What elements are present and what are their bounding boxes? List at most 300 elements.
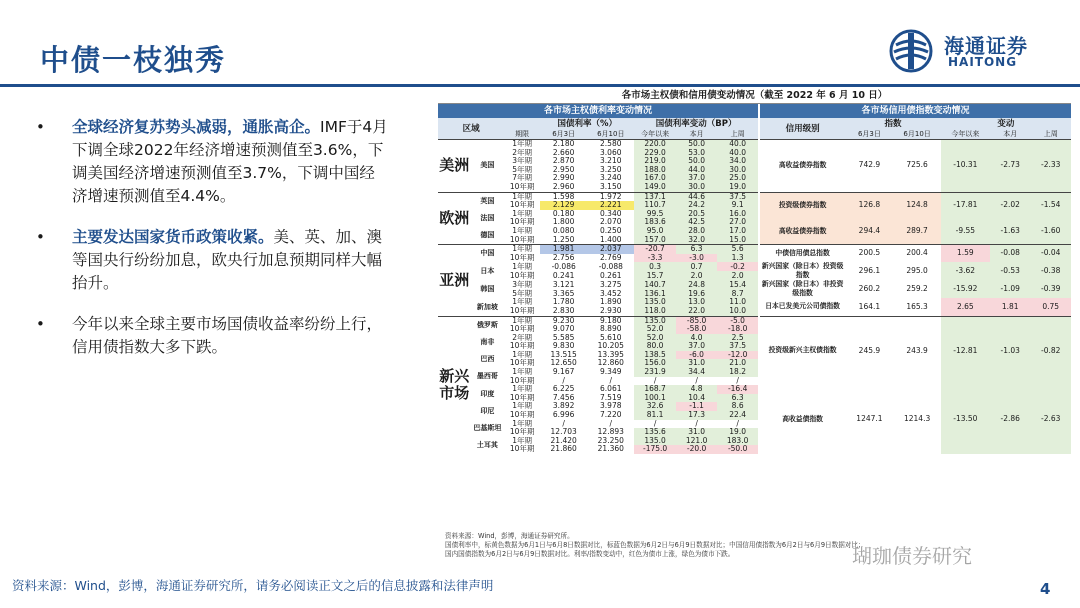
bp-change-cell: 167.0 xyxy=(634,174,676,183)
yield-cell: 0.340 xyxy=(600,209,622,218)
data-table xyxy=(438,104,1071,454)
bp-change-cell: 15.4 xyxy=(717,280,759,289)
yield-cell: 9.167 xyxy=(552,368,575,377)
table-notes xyxy=(445,532,1071,559)
yield-cell: 3.121 xyxy=(552,280,575,289)
yield-cell: 2.950 xyxy=(552,165,575,174)
bp-change-cell: 2.5 xyxy=(717,334,759,343)
yield-cell: 2.660 xyxy=(552,148,575,157)
bp-change-cell: 31.0 xyxy=(676,359,718,368)
bp-change-cell: 80.0 xyxy=(634,342,676,351)
term-cell: 1年期 xyxy=(512,419,533,428)
yield-cell: 1.981 xyxy=(540,245,587,254)
yield-cell: 3.365 xyxy=(552,289,575,298)
index-value: 260.2 xyxy=(858,284,881,294)
bp-change-cell: -20.0 xyxy=(676,445,718,454)
country-name: 英国 xyxy=(480,196,495,205)
bp-change-cell: 100.1 xyxy=(634,394,676,403)
yield-cell: 9.070 xyxy=(552,325,575,334)
index-change-cell: -0.04 xyxy=(1030,245,1071,263)
bp-change-cell: 231.9 xyxy=(634,368,676,377)
yield-cell: 9.230 xyxy=(552,316,575,325)
rating-name: 高收益债指数 xyxy=(759,385,845,454)
yield-cell: 8.890 xyxy=(600,325,622,334)
bullet-item: • 全球经济复苏势头减弱，通胀高企。IMF于4月下调全球2022年经济增速预测值至3.6%，下调美国经济增速预测值至3.7%，下调中国经济增速预测值至4.4%。 xyxy=(36,118,388,205)
country-name: 日本 xyxy=(480,267,495,276)
rating-name: 高收益债券指数 xyxy=(759,218,845,244)
table-row xyxy=(438,280,1071,289)
rating-name: 投资级新兴主权债指数 xyxy=(759,316,845,385)
yield-cell: 6.225 xyxy=(552,385,575,394)
index-value: 126.8 xyxy=(845,192,893,218)
yield-cell: 12.650 xyxy=(550,359,577,368)
yield-cell: 2.990 xyxy=(552,174,575,183)
yield-cell: 1.250 xyxy=(552,235,575,244)
yield-cell: 0.241 xyxy=(552,271,575,280)
right-section-header: 各市场信用债指数变动情况 xyxy=(759,104,1071,118)
country-name: 美国 xyxy=(480,161,495,170)
yield-cell: 0.250 xyxy=(600,226,622,235)
yield-cell: 2.129 xyxy=(540,201,587,210)
term-cell: 1年期 xyxy=(512,385,533,394)
yield-cell: 13.515 xyxy=(550,350,577,359)
term-cell: 10年期 xyxy=(509,253,535,262)
bullet-list xyxy=(30,116,390,377)
yield-cell: / xyxy=(609,419,613,428)
term-cell: 1年期 xyxy=(512,226,533,235)
bp-change-cell: 135.0 xyxy=(634,298,676,307)
bp-change-cell: 99.5 xyxy=(634,210,676,219)
term-cell: 1年期 xyxy=(512,209,533,218)
yield-cell: 0.080 xyxy=(552,226,575,235)
yield-cell: 7.519 xyxy=(600,393,622,402)
bp-change-cell: 10.0 xyxy=(717,307,759,316)
term-cell: 10年期 xyxy=(509,411,535,420)
region-name: 新兴市场 xyxy=(438,316,471,454)
bp-change-cell: 156.0 xyxy=(634,359,676,368)
bp-change-cell: -50.0 xyxy=(717,445,759,454)
index-change-cell: -0.39 xyxy=(1030,280,1071,298)
bp-change-cell: 44.0 xyxy=(676,166,718,175)
table-row xyxy=(438,218,1071,227)
yield-cell: -0.088 xyxy=(598,262,623,271)
bp-change-cell: -58.0 xyxy=(676,325,718,334)
term-cell: 1年期 xyxy=(512,298,533,307)
index-change-cell: -2.02 xyxy=(990,192,1030,218)
yield-cell: 13.395 xyxy=(597,350,624,359)
col-region-header: 区域 xyxy=(438,118,504,140)
bp-change-cell: 37.5 xyxy=(717,342,759,351)
sub-idx-date2: 6月10日 xyxy=(894,130,941,140)
term-cell: 1年期 xyxy=(512,350,533,359)
bp-change-cell: 31.0 xyxy=(676,428,718,437)
bp-change-cell: 138.5 xyxy=(634,351,676,360)
term-cell: 10年期 xyxy=(509,428,535,437)
yield-cell: 2.037 xyxy=(587,245,634,254)
index-change-cell: -2.63 xyxy=(1030,385,1071,454)
bp-change-cell: 37.0 xyxy=(676,174,718,183)
index-change-cell: -2.73 xyxy=(990,140,1030,193)
bp-change-cell: 110.7 xyxy=(634,201,676,210)
index-value: 296.1 xyxy=(858,266,881,276)
yield-cell: 1.972 xyxy=(600,192,622,201)
bp-change-cell: 2.0 xyxy=(676,271,718,280)
bp-change-cell: -1.1 xyxy=(676,402,718,411)
bp-change-cell: 40.0 xyxy=(717,149,759,158)
bp-change-cell: 188.0 xyxy=(634,166,676,175)
index-change-cell: -0.08 xyxy=(990,245,1030,263)
yield-cell: 1.800 xyxy=(552,218,575,227)
bp-change-cell: 28.0 xyxy=(676,227,718,236)
index-value: 289.7 xyxy=(894,218,941,244)
bp-change-cell: -3.0 xyxy=(676,254,718,263)
bp-change-cell: 183.6 xyxy=(634,218,676,227)
bp-change-cell: -12.0 xyxy=(717,351,759,360)
yield-cell: 9.349 xyxy=(600,368,622,377)
index-change-cell: -13.50 xyxy=(941,385,990,454)
bp-change-cell: 30.0 xyxy=(717,166,759,175)
table-row xyxy=(438,298,1071,307)
note-line: 资料来源：Wind，彭博，海通证券研究所。 xyxy=(445,532,574,540)
bp-change-cell: 17.3 xyxy=(676,411,718,420)
bullet-bold: 主要发达国家货币政策收紧。 xyxy=(72,228,274,246)
yield-cell: 6.061 xyxy=(600,385,622,394)
term-cell: 5年期 xyxy=(512,289,533,298)
yield-cell: 3.150 xyxy=(600,182,622,191)
yield-cell: 3.250 xyxy=(600,165,622,174)
term-cell: 10年期 xyxy=(509,271,535,280)
rating-name: 高收益债券指数 xyxy=(759,140,845,193)
index-change-cell: -1.03 xyxy=(990,316,1030,385)
bp-change-cell: 9.1 xyxy=(717,201,759,210)
header-rule xyxy=(0,84,1080,87)
bullet-item: • 主要发达国家货币政策收紧。美、英、加、澳等国央行纷纷加息，欧央行加息预期同样大幅抬升。 xyxy=(36,228,383,292)
sub-idx-month: 本月 xyxy=(990,130,1030,140)
bp-change-cell: 15.0 xyxy=(717,236,759,245)
bp-change-cell: 16.0 xyxy=(717,210,759,219)
yield-cell: 2.180 xyxy=(552,139,575,148)
bp-change-cell: 32.0 xyxy=(676,236,718,245)
yield-cell: 21.360 xyxy=(597,445,624,454)
term-cell: 10年期 xyxy=(509,393,535,402)
bp-change-cell: 34.4 xyxy=(676,368,718,377)
yield-cell: 21.420 xyxy=(550,436,577,445)
bp-change-cell: 34.0 xyxy=(717,157,759,166)
bp-change-cell: / xyxy=(653,376,657,385)
index-change-cell: -3.62 xyxy=(941,262,990,280)
bp-change-cell: 20.5 xyxy=(676,210,718,219)
yield-cell: 2.870 xyxy=(552,157,575,166)
rating-name: 新兴国家（除日本）非投资级指数 xyxy=(759,280,845,298)
bullet-text: IMF于4月下调全球2022年经济增速预测值至3.6%，下调美国经济增速预测值至3.7%，下调中国经济增速预测值至4.4%。 xyxy=(72,118,388,205)
yield-cell: 0.261 xyxy=(600,271,622,280)
rating-name: 日本已发美元公司债指数 xyxy=(759,298,845,316)
bp-change-cell: 22.4 xyxy=(717,411,759,420)
country-name: 印尼 xyxy=(480,406,495,415)
bp-change-cell: 24.8 xyxy=(676,280,718,289)
yield-cell: 1.890 xyxy=(600,298,622,307)
bp-change-cell: 6.3 xyxy=(676,245,718,254)
term-cell: 1年期 xyxy=(512,139,533,148)
index-change-cell: -0.53 xyxy=(990,262,1030,280)
index-value: 742.9 xyxy=(858,160,881,170)
bp-change-cell: -85.0 xyxy=(676,316,718,325)
bp-change-cell: 118.0 xyxy=(634,307,676,316)
index-change-cell: -1.09 xyxy=(990,280,1030,298)
left-section-header: 各市场主权债利率变动情况 xyxy=(438,104,759,118)
index-change-cell: -0.38 xyxy=(1030,262,1071,280)
country-name: 巴西 xyxy=(480,355,495,364)
bp-change-cell: 52.0 xyxy=(634,334,676,343)
bp-change-cell: 19.0 xyxy=(717,428,759,437)
yield-cell: 2.960 xyxy=(552,182,575,191)
bp-change-cell: -0.2 xyxy=(717,262,759,271)
index-value: 295.0 xyxy=(906,266,928,276)
bp-change-cell: 149.0 xyxy=(634,183,676,192)
term-cell: 1年期 xyxy=(512,368,533,377)
index-change-cell: -2.86 xyxy=(990,385,1030,454)
bp-change-cell: 0.3 xyxy=(634,262,676,271)
bp-change-cell: 10.4 xyxy=(676,394,718,403)
term-cell: 10年期 xyxy=(509,201,535,210)
col-idx-change-header: 变动 xyxy=(941,118,1071,130)
term-cell: 10年期 xyxy=(509,218,535,227)
bp-change-cell: 229.0 xyxy=(634,149,676,158)
index-value: 164.1 xyxy=(858,301,881,311)
bp-change-cell: 21.0 xyxy=(717,359,759,368)
bp-change-cell: 24.2 xyxy=(676,201,718,210)
sub-idx-date1: 6月3日 xyxy=(845,130,893,140)
index-change-cell: 1.59 xyxy=(941,245,990,263)
bp-change-cell: -16.4 xyxy=(717,385,759,394)
bp-change-cell: 15.7 xyxy=(634,271,676,280)
index-change-cell: -17.81 xyxy=(941,192,990,218)
sub-date1: 6月3日 xyxy=(540,130,587,140)
index-change-cell: -1.54 xyxy=(1030,192,1071,218)
bp-change-cell: 8.7 xyxy=(717,289,759,298)
table-row xyxy=(438,245,1071,254)
bp-change-cell: 135.6 xyxy=(634,428,676,437)
index-change-cell: -15.92 xyxy=(941,280,990,298)
yield-cell: 6.996 xyxy=(552,411,575,420)
term-cell: 1年期 xyxy=(512,192,533,201)
bp-change-cell: 4.8 xyxy=(676,385,718,394)
bp-change-cell: 17.0 xyxy=(717,227,759,236)
bp-change-cell: 2.0 xyxy=(717,271,759,280)
bp-change-cell: 81.1 xyxy=(634,411,676,420)
sub-week: 上周 xyxy=(717,130,759,140)
region-name: 亚洲 xyxy=(438,245,471,316)
index-value: 200.4 xyxy=(906,248,928,258)
yield-cell: 3.452 xyxy=(600,289,622,298)
bp-change-cell: -18.0 xyxy=(717,325,759,334)
bp-change-cell: 13.0 xyxy=(676,298,718,307)
footer-source: 资料来源：Wind，彭博，海通证券研究所，请务必阅读正文之后的信息披露和法律声明 xyxy=(12,578,494,593)
table-row xyxy=(438,140,1071,149)
logo-chinese-text: 海通证券 xyxy=(944,34,1028,58)
yield-cell: 12.860 xyxy=(597,359,624,368)
yield-cell: 7.220 xyxy=(600,411,622,420)
yield-cell: -0.086 xyxy=(551,262,576,271)
bp-change-cell: / xyxy=(653,419,657,428)
yield-cell: 9.830 xyxy=(552,342,575,351)
table-row xyxy=(438,316,1071,325)
note-line: 国债利率中，标黄色数据为6月1日与6月8日数据对比，标蓝色数据为6月2日与6月9日数据对比；中国信用债指数为6月2日与6月9日数据对比； xyxy=(445,541,865,549)
term-cell: 10年期 xyxy=(509,445,535,454)
bp-change-cell: 135.0 xyxy=(634,316,676,325)
yield-cell: 21.860 xyxy=(550,445,577,454)
sub-date2: 6月10日 xyxy=(587,130,634,140)
bullet-text: 今年以来全球主要市场国债收益率纷纷上行，信用债指数大多下跌。 xyxy=(72,315,383,356)
bp-change-cell: 19.6 xyxy=(676,289,718,298)
yield-cell: 5.585 xyxy=(552,333,575,342)
bp-change-cell: 37.5 xyxy=(717,192,759,201)
bp-change-cell: 136.1 xyxy=(634,289,676,298)
col-change-header: 国债利率变动（BP） xyxy=(634,118,759,130)
rating-name: 新兴国家（除日本）投资级指数 xyxy=(759,262,845,280)
country-name: 俄罗斯 xyxy=(476,320,498,329)
index-value: 243.9 xyxy=(906,345,928,355)
rating-name: 中债信用债总指数 xyxy=(759,245,845,263)
bp-change-cell: -20.7 xyxy=(634,245,676,254)
bp-change-cell: 183.0 xyxy=(717,437,759,446)
bp-change-cell: 50.0 xyxy=(676,140,718,149)
bp-change-cell: / xyxy=(695,419,698,428)
index-change-cell: -0.82 xyxy=(1030,316,1071,385)
col-yield-header: 国债利率（%） xyxy=(540,118,634,130)
bp-change-cell: 52.0 xyxy=(634,325,676,334)
index-value: 124.8 xyxy=(894,192,941,218)
bullet-text: 美、英、加、澳等国央行纷纷加息，欧央行加息预期同样大幅抬升。 xyxy=(72,228,383,292)
bp-change-cell: 53.0 xyxy=(676,149,718,158)
index-change-cell: -1.60 xyxy=(1030,218,1071,244)
yield-cell: 0.180 xyxy=(552,209,575,218)
page-title: 中债一枝独秀 xyxy=(40,43,227,77)
logo-english-text: HAITONG xyxy=(948,55,1018,69)
sub-ytd: 今年以来 xyxy=(634,130,676,140)
col-rating-header: 信用级别 xyxy=(759,118,845,140)
country-name: 法国 xyxy=(480,214,495,223)
bp-change-cell: 140.7 xyxy=(634,280,676,289)
yield-cell: 1.400 xyxy=(600,235,622,244)
bp-change-cell: 44.6 xyxy=(676,192,718,201)
yield-cell: 2.221 xyxy=(587,201,634,210)
term-cell: 7年期 xyxy=(512,174,533,183)
term-cell: 10年期 xyxy=(509,235,535,244)
index-value: 200.5 xyxy=(858,248,881,258)
yield-cell: 10.205 xyxy=(597,342,624,351)
index-change-cell: -9.55 xyxy=(941,218,990,244)
bp-change-cell: 157.0 xyxy=(634,236,676,245)
bp-change-cell: 30.0 xyxy=(676,183,718,192)
sub-idx-week: 上周 xyxy=(1030,130,1071,140)
yield-cell: 12.893 xyxy=(597,428,624,437)
sub-term: 期限 xyxy=(504,130,540,140)
table-row xyxy=(438,192,1071,201)
bp-change-cell: / xyxy=(717,377,759,386)
yield-cell: 2.580 xyxy=(600,139,622,148)
yield-cell: 7.456 xyxy=(552,393,575,402)
yield-cell: 1.598 xyxy=(552,192,575,201)
yield-cell: 2.830 xyxy=(552,306,575,315)
country-name: 韩国 xyxy=(480,285,495,294)
bullet-bold: 全球经济复苏势头减弱，通胀高企。 xyxy=(72,118,321,136)
bp-change-cell: 135.0 xyxy=(634,437,676,446)
term-cell: 2年期 xyxy=(512,333,533,342)
yield-cell: 3.060 xyxy=(600,148,622,157)
yield-cell: 2.070 xyxy=(600,218,622,227)
yield-cell: / xyxy=(562,376,565,385)
term-cell: 10年期 xyxy=(509,325,535,334)
col-index-header: 指数 xyxy=(845,118,940,130)
bp-change-cell: -3.3 xyxy=(634,254,676,263)
yield-cell: 3.210 xyxy=(600,157,622,166)
page-number: 4 xyxy=(1040,580,1051,598)
yield-cell: 3.275 xyxy=(600,280,622,289)
haitong-emblem-icon xyxy=(888,28,936,74)
yield-cell: 3.240 xyxy=(600,174,622,183)
table-body xyxy=(438,140,1071,455)
bond-market-table xyxy=(438,88,1071,544)
bp-change-cell: -6.0 xyxy=(676,351,718,360)
term-cell: 1年期 xyxy=(512,244,533,254)
country-name: 中国 xyxy=(480,249,495,258)
bp-change-cell: / xyxy=(717,420,759,429)
index-value: 725.6 xyxy=(906,160,928,170)
bp-change-cell: 42.5 xyxy=(676,218,718,227)
bp-change-cell: 168.7 xyxy=(634,385,676,394)
term-cell: 1年期 xyxy=(512,316,533,325)
bp-change-cell: 11.0 xyxy=(717,298,759,307)
table-row xyxy=(438,385,1071,394)
bp-change-cell: 32.6 xyxy=(634,402,676,411)
index-value: 165.3 xyxy=(906,301,928,311)
bp-change-cell: 5.6 xyxy=(717,245,759,254)
index-change-cell: -1.63 xyxy=(990,218,1030,244)
bp-change-cell: 121.0 xyxy=(676,437,718,446)
bp-change-cell: 25.0 xyxy=(717,174,759,183)
yield-cell: 3.978 xyxy=(600,402,622,411)
bp-change-cell: 220.0 xyxy=(634,140,676,149)
yield-cell: 23.250 xyxy=(597,436,624,445)
index-value: 259.2 xyxy=(906,284,928,294)
term-cell: 10年期 xyxy=(509,182,535,191)
bp-change-cell: 137.1 xyxy=(634,192,676,201)
term-cell: 10年期 xyxy=(509,306,535,315)
yield-cell: 2.756 xyxy=(552,253,575,262)
yield-cell: 2.769 xyxy=(600,253,622,262)
note-line: 国内国债指数为6月2日与6月9日数据对比。利率/指数变动中，红色为债市上涨，绿色为债市下跌。 xyxy=(445,550,735,558)
bp-change-cell: 50.0 xyxy=(676,157,718,166)
bp-change-cell: 40.0 xyxy=(717,140,759,149)
index-value: 1214.3 xyxy=(903,414,931,424)
bp-change-cell: -175.0 xyxy=(634,445,676,454)
term-cell: 2年期 xyxy=(512,148,533,157)
bullet-item: • 今年以来全球主要市场国债收益率纷纷上行，信用债指数大多下跌。 xyxy=(36,315,383,356)
index-change-cell: -10.31 xyxy=(941,140,990,193)
index-value: 294.4 xyxy=(845,218,893,244)
country-name: 南非 xyxy=(480,337,495,346)
region-name: 美洲 xyxy=(438,140,471,193)
bp-change-cell: 0.7 xyxy=(676,262,718,271)
bp-change-cell: 37.0 xyxy=(676,342,718,351)
country-name: 土耳其 xyxy=(476,441,498,450)
yield-cell: 1.780 xyxy=(552,298,575,307)
index-value: 1247.1 xyxy=(856,414,883,424)
bp-change-cell: 6.3 xyxy=(717,394,759,403)
sub-idx-ytd: 今年以来 xyxy=(941,130,990,140)
country-name: 巴基斯坦 xyxy=(473,423,502,432)
